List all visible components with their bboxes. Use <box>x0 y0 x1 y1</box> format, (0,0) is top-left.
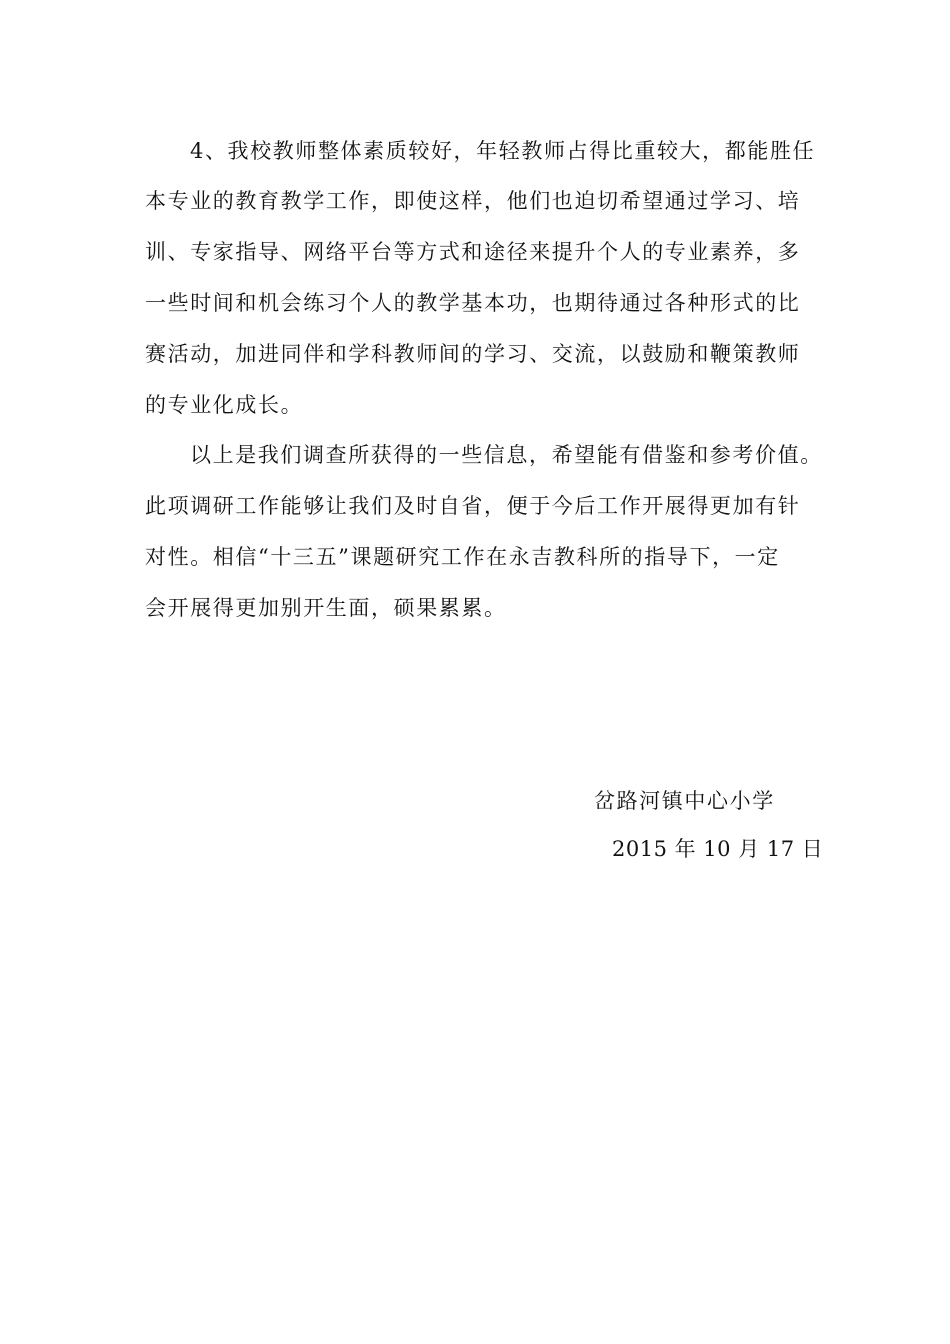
signature-organization: 岔路河镇中心小学 <box>594 789 775 813</box>
signature-date: 2015 年 10 月 17 日 <box>612 837 824 861</box>
paragraph-line: 此项调研工作能够让我们及时自省，便于今后工作开展得更加有针 <box>145 494 801 518</box>
paragraph-line: 会开展得更加别开生面，硕果累累。 <box>145 596 507 620</box>
paragraph-line: 的专业化成长。 <box>145 393 304 417</box>
paragraph-line: 本专业的教育教学工作，即使这样，他们也迫切希望通过学习、培 <box>145 189 801 213</box>
paragraph-line: 一些时间和机会练习个人的教学基本功，也期待通过各种形式的比 <box>145 291 801 315</box>
paragraph-line: 训、专家指导、网络平台等方式和途径来提升个人的专业素养，多 <box>145 240 801 264</box>
paragraph-line: 对性。相信“十三五”课题研究工作在永吉教科所的指导下，一定 <box>145 545 780 569</box>
paragraph-line: 以上是我们调查所获得的一些信息，希望能有借鉴和参考价值。 <box>190 443 823 467</box>
paragraph-line: 赛活动，加进同伴和学科教师间的学习、交流，以鼓励和鞭策教师 <box>145 342 801 366</box>
paragraph-line: 4、我校教师整体素质较好，年轻教师占得比重较大，都能胜任 <box>190 139 816 163</box>
